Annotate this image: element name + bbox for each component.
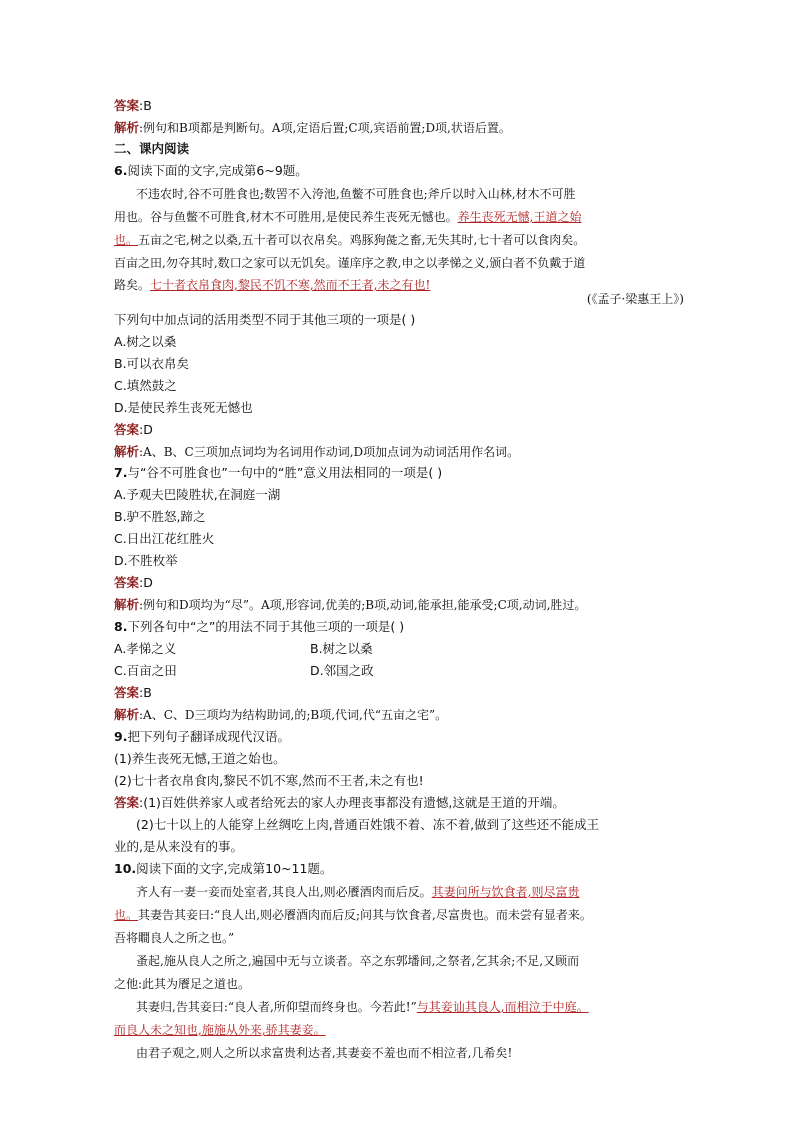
q7-analysis: 解析:例句和D项均为“尽”。A项,形容词,优美的;B项,动词,能承担,能承受;C项,动词,胜过。 <box>114 597 587 612</box>
passage-line-2: 用也。谷与鱼鳖不可胜食,材木不可胜用,是使民养生丧死无憾也。养生丧死无憾,王道之始 <box>114 210 582 224</box>
q6-stem: 下列句中加点词的活用类型不同于其他三项的一项是( ) <box>114 312 416 327</box>
section-heading: 二、课内阅读 <box>114 141 190 156</box>
passage2-line-7: 而良人未之知也,施施从外来,骄其妻妾。 <box>114 1023 326 1037</box>
passage2-line-6: 其妻归,告其妾曰:“良人者,所仰望而终身也。今若此!”与其妾讪其良人,而相泣于中庭。 <box>136 1000 589 1014</box>
q6-option-a: A.树之以桑 <box>114 334 177 349</box>
passage2-line-4: 蚤起,施从良人之所之,遍国中无与立谈者。卒之东郭墦间,之祭者,乞其余;不足,又顾而 <box>136 954 580 968</box>
q8-stem: 8.下列各句中“之”的用法不同于其他三项的一项是( ) <box>114 619 405 634</box>
q8-answer: 答案:B <box>114 685 152 700</box>
passage-line-1: 不违农时,谷不可胜食也;数罟不入洿池,鱼鳖不可胜食也;斧斤以时入山林,材木不可胜 <box>136 187 576 201</box>
passage2-line-3: 吾将瞷良人之所之也。” <box>114 931 235 945</box>
passage-source: (《孟子·梁惠王上》) <box>586 292 684 306</box>
q5-analysis: 解析:例句和B项都是判断句。A项,定语后置;C项,宾语前置;D项,状语后置。 <box>114 120 511 135</box>
q7-option-d: D.不胜枚举 <box>114 553 178 568</box>
q9-sentence-2: (2)七十者衣帛食肉,黎民不饥不寒,然而不王者,未之有也! <box>114 773 424 788</box>
q7-stem: 7.与“谷不可胜食也”一句中的“胜”意义用法相同的一项是( ) <box>114 465 443 480</box>
q6-analysis: 解析:A、B、C三项加点词均为名词用作动词,D项加点词为动词活用作名词。 <box>114 444 520 459</box>
passage2-line-1: 齐人有一妻一妾而处室者,其良人出,则必餍酒肉而后反。其妻问所与饮食者,则尽富贵 <box>136 885 580 899</box>
q9-stem: 9.把下列句子翻译成现代汉语。 <box>114 729 290 744</box>
q9-sentence-1: (1)养生丧死无憾,王道之始也。 <box>114 751 286 766</box>
q6-option-d: D.是使民养生丧死无憾也 <box>114 400 253 415</box>
q9-answer-2-cont: 业的,是从来没有的事。 <box>114 839 243 854</box>
q6-intro: 6.阅读下面的文字,完成第6~9题。 <box>114 163 308 178</box>
q7-option-c: C.日出江花红胜火 <box>114 531 215 546</box>
passage-line-5: 路矣。七十者衣帛食肉,黎民不饥不寒,然而不王者,未之有也! <box>114 278 431 292</box>
q9-answer-1: 答案:(1)百姓供养家人或者给死去的家人办理丧事都没有遗憾,这就是王道的开端。 <box>114 795 565 810</box>
q6-answer: 答案:D <box>114 422 153 437</box>
passage-line-3: 也。五亩之宅,树之以桑,五十者可以衣帛矣。鸡豚狗彘之畜,无失其时,七十者可以食肉矣。 <box>114 233 586 247</box>
passage2-line-2: 也。其妻告其妾曰:“良人出,则必餍酒肉而后反;问其与饮食者,尽富贵也。而未尝有显者来。 <box>114 908 592 922</box>
q7-option-a: A.予观夫巴陵胜状,在洞庭一湖 <box>114 487 281 502</box>
q7-answer: 答案:D <box>114 575 153 590</box>
q5-answer: 答案:B <box>114 98 152 113</box>
q9-answer-2: (2)七十以上的人能穿上丝绸吃上肉,普通百姓饿不着、冻不着,做到了这些还不能成王 <box>136 817 600 832</box>
q7-option-b: B.驴不胜怒,蹄之 <box>114 509 206 524</box>
passage2-line-8: 由君子观之,则人之所以求富贵利达者,其妻妾不羞也而不相泣者,几希矣! <box>136 1046 513 1060</box>
passage2-line-5: 之他:此其为餍足之道也。 <box>114 977 251 991</box>
q8-analysis: 解析:A、C、D三项均为结构助词,的;B项,代词,代“五亩之宅”。 <box>114 707 448 722</box>
q10-intro: 10.阅读下面的文字,完成第10~11题。 <box>114 861 333 876</box>
q8-options-row-2: C.百亩之田 D.邻国之政 <box>114 663 374 678</box>
passage-line-4: 百亩之田,勿夺其时,数口之家可以无饥矣。谨庠序之教,申之以孝悌之义,颁白者不负戴于道 <box>114 256 586 270</box>
q8-options-row-1: A.孝悌之义 B.树之以桑 <box>114 641 373 656</box>
q6-option-c: C.填然鼓之 <box>114 378 177 393</box>
q6-option-b: B.可以衣帛矣 <box>114 356 190 371</box>
